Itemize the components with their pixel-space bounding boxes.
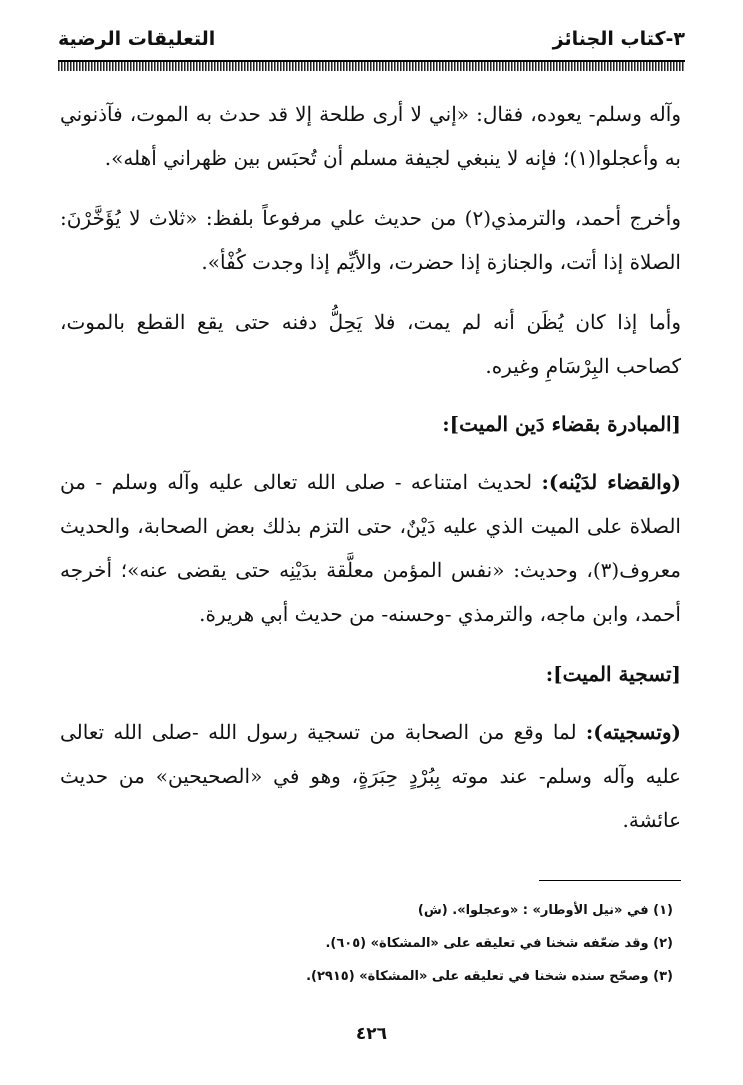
paragraph-text: لحديث امتناعه - صلى الله تعالى عليه وآله وسلم - من الصلاة على الميت الذي عليه دَيْنٌ، حتى التزم بذلك بعض الصحابة، والحديث معروف(٣)، وحديث: «نفس المؤمن معلَّقة بدَيْنِه حتى يقضى عنه»؛ أخرجه أحمد، وابن ماجه، والترمذي -وحسنه- من حديث أبي هريرة. <box>60 470 681 626</box>
paragraph-lead: (والقضاء لدَيْنه): <box>541 470 681 494</box>
chapter-title: ٣-كتاب الجنائز <box>552 28 685 50</box>
paragraph: وآله وسلم- يعوده، فقال: «إني لا أرى طلحة إلا قد حدث به الموت، فآذنوني به وأعجلوا(١)؛ فإنه لا ينبغي لجيفة مسلم أن تُحبَس بين ظهراني أهله». <box>60 102 681 170</box>
paragraph-text: لما وقع من الصحابة من تسجية رسول الله -صلى الله تعالى عليه وآله وسلم- عند موته بِبُرْدٍ حِبَرَةٍ، وهو في «الصحيحين» من حديث عائشة. <box>60 720 681 832</box>
section-heading: [المبادرة بقضاء دَين الميت]: <box>442 412 681 436</box>
paragraph: وأخرج أحمد، والترمذي(٢) من حديث علي مرفوعاً بلفظ: «ثلاث لا يُؤَخَّرْنَ: الصلاة إذا أتت، والجنازة إذا حضرت، والأيِّم إذا وجدت كُفْأ». <box>60 206 681 274</box>
footnotes-rule <box>539 880 681 881</box>
main-text <box>60 92 681 858</box>
footnote: (٢) وقد ضعّفه شخنا في تعليقه على «المشكاة» (٦٠٥). <box>325 936 673 951</box>
paragraph <box>60 710 681 842</box>
running-header <box>58 22 685 56</box>
footnotes <box>60 894 673 993</box>
section-heading: [تسجية الميت]: <box>545 662 681 686</box>
paragraph <box>60 460 681 636</box>
header-rule <box>58 60 685 71</box>
footnote: (١) في «نيل الأوطار» : «وعجلوا». (ش) <box>417 903 673 918</box>
footnote: (٣) وصحّح سنده شخنا في تعليقه على «المشكاة» (٢٩١٥). <box>306 969 673 984</box>
page-number: ٤٢٦ <box>355 1024 388 1044</box>
book-title: التعليقات الرضية <box>58 28 216 50</box>
paragraph-lead: (وتسجيته): <box>585 720 681 744</box>
paragraph: وأما إذا كان يُظَن أنه لم يمت، فلا يَحِلُّ دفنه حتى يقع القطع بالموت، كصاحب البِرْسَامِ وغيره. <box>60 310 681 378</box>
